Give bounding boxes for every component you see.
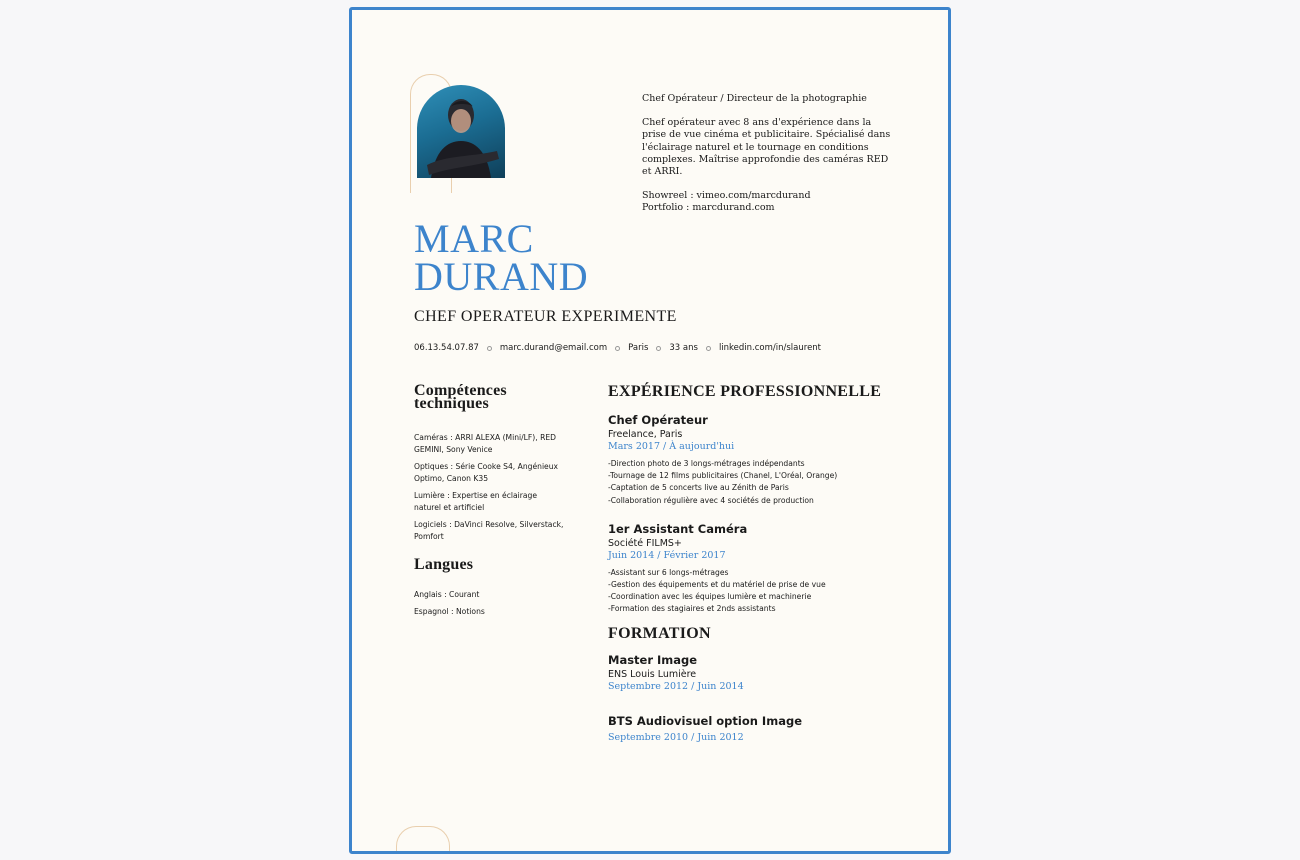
separator-dot (615, 346, 620, 351)
job-bullet: -Gestion des équipements et du matériel de prise de vue (608, 580, 826, 590)
education-dates: Septembre 2012 / Juin 2014 (608, 680, 744, 692)
contact-city: Paris (628, 343, 649, 353)
skills-title: Compétences techniques (414, 382, 507, 412)
skill-item: Optiques : Série Cooke S4, Angénieux Optimo, Canon K35 (414, 462, 559, 483)
languages-title: Langues (414, 556, 474, 573)
skill-item: Logiciels : DaVinci Resolve, Silverstack, Pomfort (414, 520, 564, 541)
education-title: FORMATION (608, 624, 711, 642)
intro-role: Chef Opérateur / Directeur de la photographie (642, 93, 867, 104)
job-bullet: -Direction photo de 3 longs-métrages indépendants (608, 459, 805, 468)
first-name: MARC (414, 216, 534, 261)
job-bullets (608, 458, 908, 507)
job-bullet: -Collaboration régulière avec 4 sociétés de production (608, 495, 814, 505)
education-dates: Septembre 2010 / Juin 2012 (608, 731, 744, 743)
job-bullet: -Captation de 5 concerts live au Zénith de Paris (608, 483, 789, 493)
language-item: Espagnol : Notions (414, 607, 485, 616)
job-org: Société FILMS+ (608, 537, 682, 549)
separator-dot (487, 346, 492, 351)
job-title: 1er Assistant Caméra (608, 521, 748, 536)
school-name: ENS Louis Lumière (608, 668, 697, 680)
job-bullet: -Coordination avec les équipes lumière et machinerie (608, 592, 812, 602)
experience-title: EXPÉRIENCE PROFESSIONNELLE (608, 383, 882, 400)
job-entry (608, 522, 908, 616)
job-title: Chef Opérateur (608, 413, 708, 427)
resume-page (349, 7, 951, 854)
job-dates: Juin 2014 / Février 2017 (608, 549, 726, 561)
portrait-icon (417, 85, 505, 178)
job-dates: Mars 2017 / À aujourd'hui (608, 441, 735, 452)
degree-title: Master Image (608, 652, 698, 667)
right-column (608, 383, 908, 743)
portfolio-link[interactable]: Portfolio : marcdurand.com (642, 202, 775, 214)
contact-email[interactable]: marc.durand@email.com (499, 343, 608, 353)
contact-linkedin[interactable]: linkedin.com/in/slaurent (718, 343, 822, 353)
job-entry (608, 413, 908, 507)
contact-bar (414, 343, 821, 353)
job-bullet: -Tournage de 12 films publicitaires (Chanel, L'Oréal, Orange) (608, 471, 838, 481)
job-bullet: -Formation des stagiaires et 2nds assistants (608, 604, 776, 614)
degree-title: BTS Audiovisuel option Image (608, 713, 802, 728)
intro-summary: Chef opérateur avec 8 ans d'expérience dans la prise de vue cinéma et publicitaire. Spécialisé dans l'éclairage naturel et le tournage en conditions complexes. Maîtrise approfondie des caméras RED et ARRI. (642, 117, 891, 178)
separator-dot (656, 346, 661, 351)
skill-item: Lumière : Expertise en éclairage naturel et artificiel (414, 491, 538, 512)
decorative-arch-bottom (396, 826, 450, 854)
education-entry (608, 714, 908, 743)
candidate-name (414, 216, 634, 299)
education-entry (608, 653, 908, 692)
showreel-link[interactable]: Showreel : vimeo.com/marcdurand (642, 190, 811, 202)
languages-list (414, 589, 564, 618)
job-org: Freelance, Paris (608, 429, 683, 440)
headline: CHEF OPERATEUR EXPERIMENTE (414, 308, 677, 325)
intro-block (642, 93, 892, 215)
separator-dot (706, 346, 711, 351)
language-item: Anglais : Courant (414, 590, 480, 599)
job-bullet: -Assistant sur 6 longs-métrages (608, 567, 729, 577)
skill-item: Caméras : ARRI ALEXA (Mini/LF), RED GEMINI, Sony Venice (414, 433, 556, 454)
contact-phone[interactable]: 06.13.54.07.87 (414, 343, 479, 353)
left-column (414, 384, 564, 623)
last-name: DURAND (414, 254, 589, 299)
portrait-photo (417, 85, 505, 178)
job-bullets (608, 567, 908, 616)
skills-list (414, 432, 564, 543)
contact-age: 33 ans (669, 343, 698, 353)
